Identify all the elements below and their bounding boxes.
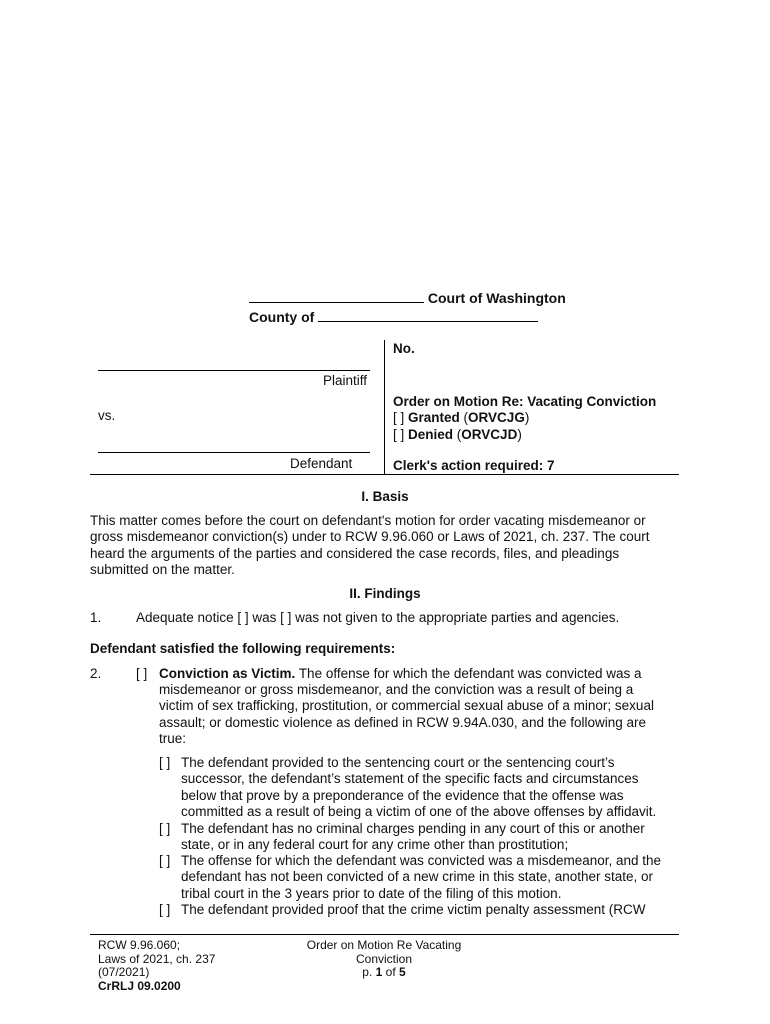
item2-line: assault; or domestic violence as defined in RCW 9.94A.030, and the following are (159, 714, 647, 730)
clerk-action: Clerk's action required: 7 (393, 458, 555, 473)
denied-checkbox[interactable]: [ ] (393, 427, 405, 442)
item2-line: victim of sex trafficking, prostitution, or commercial sexual abuse of a minor; sexual (159, 698, 654, 714)
basis-line: heard the arguments of the parties and considered the case records, files, and pleadings (90, 545, 620, 561)
footer-center (284, 939, 484, 980)
findings-heading: II. Findings (349, 586, 421, 601)
footer-left (98, 939, 215, 993)
order-title: Order on Motion Re: Vacating Conviction (393, 394, 657, 409)
item2-number: 2. (90, 666, 102, 681)
vs-label: vs. (98, 408, 116, 423)
subitem-text: The defendant provided proof that the crime victim penalty assessment (RCW (181, 902, 646, 917)
item2-line: misdemeanor or gross misdemeanor, and the conviction was a result of being a (159, 682, 634, 697)
basis-line: gross misdemeanor conviction(s) under to RCW 9.96.060 or Laws of 2021, ch. 237. The court (90, 529, 650, 545)
basis-line: submitted on the matter. (90, 561, 235, 577)
denied-label: Denied (408, 427, 454, 442)
item2-checkbox[interactable]: [ ] (136, 666, 148, 681)
item1-number: 1. (90, 610, 102, 625)
defendant-line[interactable] (98, 452, 370, 453)
item2-line: true: (159, 730, 187, 746)
granted-checkbox[interactable]: [ ] (393, 410, 405, 425)
denied-code: ORVCJD (461, 427, 518, 442)
caption-bottom-line (90, 474, 679, 475)
item2-body (159, 682, 689, 747)
item1-text[interactable]: Adequate notice [ ] was [ ] was not given to the appropriate parties and agencies. (136, 610, 620, 625)
county-line (249, 309, 538, 325)
footer-citation: Laws of 2021, ch. 237 (98, 951, 216, 966)
footer-form-title-cont: Conviction (355, 951, 413, 966)
item2-title: Conviction as Victim. (159, 666, 296, 681)
basis-heading: I. Basis (361, 489, 409, 504)
basis-line: This matter comes before the court on defendant's motion for order vacating misdemeanor or (90, 513, 646, 528)
court-suffix: Court of Washington (427, 290, 566, 306)
footer-citation: RCW 9.96.060; (98, 938, 181, 952)
county-label: County of (249, 309, 315, 325)
basis-paragraph (90, 513, 710, 578)
footer-page-number: p. 1 of 5 (362, 965, 406, 979)
subitem-text: The defendant has no criminal charges pending in any court of this or another state, or in any federal court for any crime other than prostitution; (181, 821, 645, 853)
subitem-text: The defendant provided to the sentencing court or the sentencing court’s successor, the defendant’s statement of the specific facts and circumstances below that prove by a preponderance of the evidence that the offense was committed as a result of being a victim of one of the above offenses by affidavit. (181, 755, 657, 819)
footer-form-number: CrRLJ 09.0200 (98, 978, 181, 993)
footer-form-title: Order on Motion Re Vacating (306, 938, 462, 952)
court-name-blank[interactable] (249, 302, 424, 303)
item2-first-line: Conviction as Victim. The offense for which the defendant was convicted was a (159, 666, 642, 681)
granted-code: ORVCJG (468, 410, 525, 425)
subitem-checkbox[interactable]: [ ] (159, 853, 171, 868)
caption-vertical-divider (384, 340, 385, 475)
plaintiff-line[interactable] (98, 370, 370, 371)
defendant-label: Defendant (290, 456, 353, 471)
subitem-checkbox[interactable]: [ ] (159, 755, 171, 770)
footer-revision-date: (07/2021) (98, 965, 150, 979)
subitem-checkbox[interactable]: [ ] (159, 902, 171, 917)
granted-label: Granted (408, 410, 460, 425)
subitem-checkbox[interactable]: [ ] (159, 821, 171, 836)
footer-divider (90, 934, 679, 935)
requirements-heading: Defendant satisfied the following requirements: (90, 641, 396, 656)
granted-option[interactable]: [ ] Granted (ORVCJG) (393, 410, 530, 425)
plaintiff-label: Plaintiff (323, 373, 368, 388)
court-title (249, 290, 566, 306)
county-name-blank[interactable] (318, 321, 538, 322)
denied-option[interactable]: [ ] Denied (ORVCJD) (393, 427, 522, 442)
subitem-text: The offense for which the defendant was convicted was a misdemeanor, and the defendant has not been convicted of a new crime in this state, another state, or tribal court in the 3 years prior to date of the filing of this motion. (181, 853, 662, 901)
case-number-label[interactable]: No. (393, 341, 415, 356)
